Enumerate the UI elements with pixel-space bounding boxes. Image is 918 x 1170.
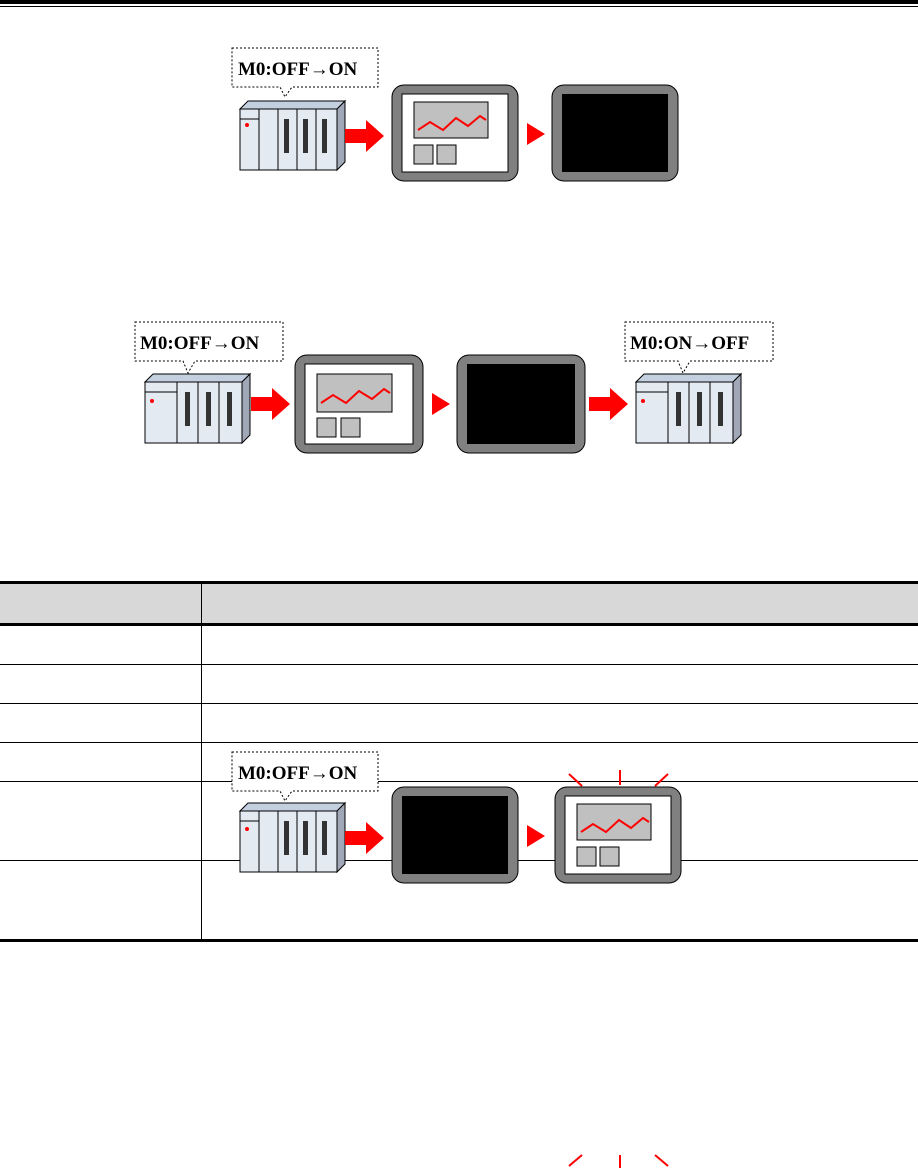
- plc-rack-icon: [240, 101, 345, 170]
- table-cell: [0, 743, 202, 782]
- arrow-icon: [345, 120, 384, 152]
- callout-bubble: [232, 48, 378, 97]
- display-blank-icon: [552, 85, 678, 181]
- arrow-icon: [527, 825, 545, 847]
- display-on-flashing-icon: [555, 787, 681, 883]
- table-cell: [0, 665, 202, 704]
- callout-bubble-right: [625, 322, 773, 373]
- plc-rack-icon: [240, 803, 345, 872]
- arrow-icon: [589, 388, 628, 420]
- arrow-icon: [432, 393, 450, 415]
- diagram-screen-off: [227, 40, 687, 185]
- table-header-cell: [0, 583, 202, 625]
- display-blank-icon: [457, 355, 585, 453]
- header-rule-thick: [0, 0, 918, 4]
- display-blank-icon: [392, 787, 518, 883]
- table-cell: [0, 782, 202, 861]
- table-row: [0, 704, 918, 743]
- diagram-screen-off-handshake: [130, 315, 780, 465]
- table-header-row: [0, 583, 918, 625]
- callout-text-right: M0:ON→OFF: [630, 333, 750, 354]
- callout-bubble: [232, 752, 378, 801]
- header-rule-thin: [0, 6, 918, 7]
- arrow-icon: [527, 123, 545, 145]
- callout-text-left: M0:OFF→ON: [140, 333, 260, 354]
- arrow-icon: [345, 822, 384, 854]
- table-cell: [0, 625, 202, 665]
- table-row: [0, 665, 918, 704]
- table-header-cell: [202, 583, 918, 625]
- display-on-icon: [392, 85, 518, 181]
- table-cell: [202, 625, 918, 665]
- diagram-screen-on: [227, 740, 687, 1168]
- table-cell: [202, 704, 918, 743]
- arrow-icon: [251, 388, 290, 420]
- callout-text: M0:OFF→ON: [238, 59, 358, 80]
- display-on-icon: [295, 355, 423, 453]
- table-cell: [0, 704, 202, 743]
- callout-bubble-left: [135, 322, 283, 373]
- table-cell: [0, 861, 202, 941]
- plc-rack-icon: [145, 374, 250, 443]
- table-row: [0, 625, 918, 665]
- table-cell: [202, 665, 918, 704]
- callout-text: M0:OFF→ON: [238, 763, 358, 784]
- plc-rack-icon: [636, 374, 741, 443]
